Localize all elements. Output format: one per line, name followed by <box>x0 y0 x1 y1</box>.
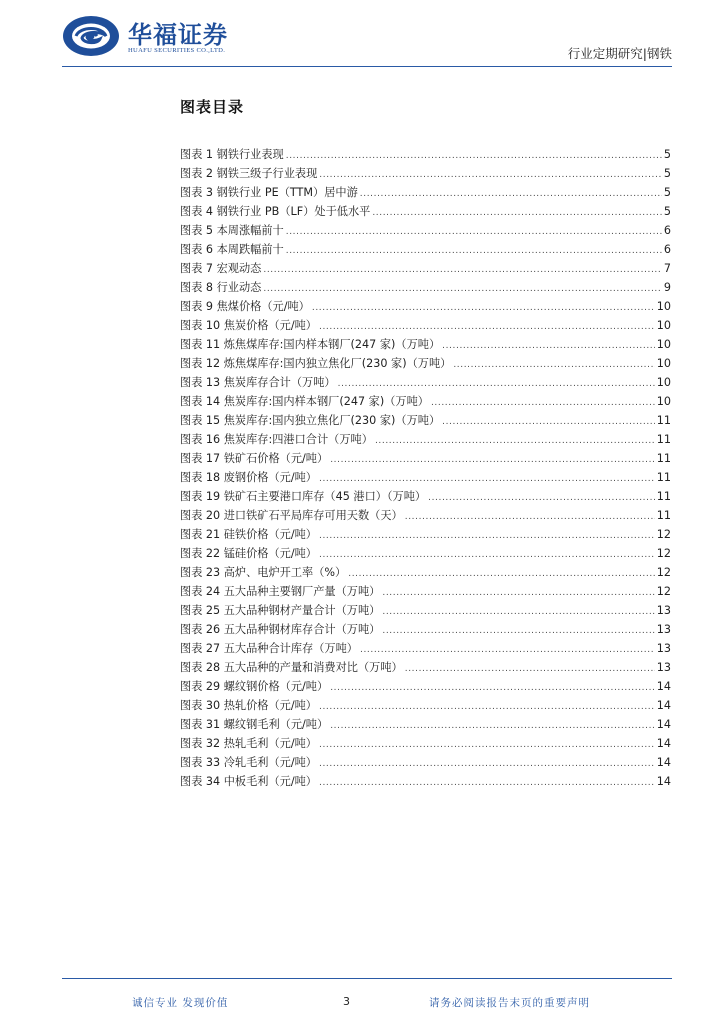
toc-entry-page: 13 <box>656 604 671 617</box>
toc-entry-page: 10 <box>656 357 671 370</box>
toc-title: 图表目录 <box>180 98 245 116</box>
toc-entry-page: 11 <box>656 490 671 503</box>
toc-entry[interactable] <box>180 716 671 735</box>
toc-entry-label: 图表 24 五大品种主要钢厂产量（万吨） <box>180 585 381 598</box>
toc-entry[interactable] <box>180 564 671 583</box>
toc-entry-label: 图表 17 铁矿石价格（元/吨） <box>180 452 329 465</box>
toc-dot-leader <box>319 474 655 484</box>
toc-entry-page: 10 <box>656 395 671 408</box>
toc-entry-label: 图表 5 本周涨幅前十 <box>180 224 284 237</box>
toc-dot-leader <box>405 664 655 674</box>
toc-entry[interactable] <box>180 260 671 279</box>
toc-entry[interactable] <box>180 431 671 450</box>
toc-dot-leader <box>330 455 655 465</box>
toc-entry[interactable] <box>180 374 671 393</box>
toc-dot-leader <box>360 645 655 655</box>
toc-dot-leader <box>286 151 662 161</box>
page-number: 3 <box>343 995 350 1008</box>
toc-entry-page: 14 <box>656 680 671 693</box>
toc-entry[interactable] <box>180 545 671 564</box>
toc-entry[interactable] <box>180 222 671 241</box>
toc-entry[interactable] <box>180 165 671 184</box>
toc-entry[interactable] <box>180 241 671 260</box>
toc-dot-leader <box>286 227 662 237</box>
toc-entry-page: 11 <box>656 509 671 522</box>
toc-entry-page: 5 <box>663 167 671 180</box>
toc-entry-label: 图表 33 冷轧毛利（元/吨） <box>180 756 317 769</box>
toc-entry-label: 图表 15 焦炭库存:国内独立焦化厂(230 家)（万吨） <box>180 414 441 427</box>
toc-dot-leader <box>319 322 655 332</box>
toc-dot-leader <box>319 702 655 712</box>
toc-dot-leader <box>382 588 654 598</box>
toc-dot-leader <box>263 265 662 275</box>
toc-entry-page: 14 <box>656 775 671 788</box>
toc-entry-page: 11 <box>656 433 671 446</box>
toc-entry-label: 图表 4 钢铁行业 PB（LF）处于低水平 <box>180 205 371 218</box>
toc-entry-page: 11 <box>656 414 671 427</box>
toc-entry[interactable] <box>180 203 671 222</box>
toc-dot-leader <box>319 531 655 541</box>
toc-entry[interactable] <box>180 640 671 659</box>
toc-dot-leader <box>330 721 655 731</box>
toc-entry-page: 10 <box>656 338 671 351</box>
toc-entry[interactable] <box>180 317 671 336</box>
toc-dot-leader <box>442 341 655 351</box>
toc-dot-leader <box>312 303 655 313</box>
toc-entry[interactable] <box>180 526 671 545</box>
report-section-label: 行业定期研究|钢铁 <box>567 46 672 61</box>
toc-entry-label: 图表 21 硅铁价格（元/吨） <box>180 528 317 541</box>
toc-entry-page: 14 <box>656 718 671 731</box>
toc-entry-label: 图表 22 锰硅价格（元/吨） <box>180 547 317 560</box>
toc-entry[interactable] <box>180 602 671 621</box>
toc-entry[interactable] <box>180 298 671 317</box>
toc-entry[interactable] <box>180 393 671 412</box>
toc-entry[interactable] <box>180 450 671 469</box>
toc-entry[interactable] <box>180 355 671 374</box>
toc-dot-leader <box>319 778 655 788</box>
toc-dot-leader <box>405 512 655 522</box>
toc-dot-leader <box>338 379 655 389</box>
toc-entry-page: 5 <box>663 205 671 218</box>
toc-entry-label: 图表 9 焦煤价格（元/吨） <box>180 300 310 313</box>
toc-entry[interactable] <box>180 583 671 602</box>
toc-entry-label: 图表 28 五大品种的产量和消费对比（万吨） <box>180 661 403 674</box>
huafu-logo-icon <box>62 14 120 58</box>
toc-dot-leader <box>319 170 662 180</box>
toc-entry-page: 12 <box>656 547 671 560</box>
toc-entry-label: 图表 30 热轧价格（元/吨） <box>180 699 317 712</box>
toc-entry-label: 图表 32 热轧毛利（元/吨） <box>180 737 317 750</box>
toc-dot-leader <box>319 740 655 750</box>
toc-entry-label: 图表 1 钢铁行业表现 <box>180 148 284 161</box>
company-logo <box>62 14 242 60</box>
footer-disclaimer-note: 请务必阅读报告末页的重要声明 <box>429 997 590 1009</box>
toc-entry[interactable] <box>180 336 671 355</box>
toc-entry[interactable] <box>180 621 671 640</box>
page-header <box>0 0 724 70</box>
toc-entry-label: 图表 7 宏观动态 <box>180 262 262 275</box>
toc-dot-leader <box>360 189 662 199</box>
toc-entry-label: 图表 31 螺纹钢毛利（元/吨） <box>180 718 329 731</box>
toc-entry-page: 5 <box>663 186 671 199</box>
logo-english-name: HUAFU SECURITIES CO.,LTD. <box>128 47 226 54</box>
toc-entry-label: 图表 11 炼焦煤库存:国内样本钢厂(247 家)（万吨） <box>180 338 441 351</box>
toc-entry[interactable] <box>180 412 671 431</box>
toc-dot-leader <box>382 607 654 617</box>
toc-entry[interactable] <box>180 697 671 716</box>
toc-entry-label: 图表 14 焦炭库存:国内样本钢厂(247 家)（万吨） <box>180 395 429 408</box>
toc-entry-page: 9 <box>663 281 671 294</box>
toc-entry[interactable] <box>180 735 671 754</box>
toc-entry-label: 图表 3 钢铁行业 PE（TTM）居中游 <box>180 186 358 199</box>
toc-entry[interactable] <box>180 469 671 488</box>
logo-chinese-name: 华福证券 <box>128 21 228 49</box>
toc-dot-leader <box>286 246 662 256</box>
footer-slogan: 诚信专业 发现价值 <box>132 997 229 1009</box>
toc-entry[interactable] <box>180 507 671 526</box>
footer-divider <box>62 978 672 979</box>
toc-dot-leader <box>453 360 654 370</box>
toc-entry-label: 图表 27 五大品种合计库存（万吨） <box>180 642 358 655</box>
toc-entry-page: 12 <box>656 528 671 541</box>
toc-dot-leader <box>431 398 655 408</box>
toc-entry-label: 图表 2 钢铁三级子行业表现 <box>180 167 318 180</box>
toc-dot-leader <box>375 436 655 446</box>
toc-entry-label: 图表 12 炼焦煤库存:国内独立焦化厂(230 家)（万吨） <box>180 357 452 370</box>
toc-entry-label: 图表 13 焦炭库存合计（万吨） <box>180 376 336 389</box>
toc-entry[interactable] <box>180 773 671 792</box>
toc-entry-label: 图表 16 焦炭库存:四港口合计（万吨） <box>180 433 373 446</box>
toc-entry-page: 13 <box>656 623 671 636</box>
toc-dot-leader <box>330 683 655 693</box>
toc-entry-label: 图表 23 高炉、电炉开工率（%） <box>180 566 347 579</box>
toc-entry-label: 图表 26 五大品种钢材库存合计（万吨） <box>180 623 381 636</box>
toc-entry[interactable] <box>180 279 671 298</box>
toc-entry-page: 11 <box>656 471 671 484</box>
toc-entry[interactable] <box>180 146 671 165</box>
toc-entry-label: 图表 34 中板毛利（元/吨） <box>180 775 317 788</box>
toc-entry-page: 12 <box>656 566 671 579</box>
toc-dot-leader <box>348 569 655 579</box>
toc-entry-page: 10 <box>656 319 671 332</box>
toc-dot-leader <box>372 208 662 218</box>
toc-entry-page: 10 <box>656 300 671 313</box>
toc-entry[interactable] <box>180 184 671 203</box>
header-divider <box>62 66 672 67</box>
toc-entry-page: 14 <box>656 756 671 769</box>
toc-entry-page: 14 <box>656 699 671 712</box>
toc-entry-label: 图表 20 进口铁矿石平局库存可用天数（天） <box>180 509 403 522</box>
toc-entry-page: 13 <box>656 661 671 674</box>
toc-entry-page: 10 <box>656 376 671 389</box>
toc-dot-leader <box>428 493 655 503</box>
toc-entry-label: 图表 6 本周跌幅前十 <box>180 243 284 256</box>
toc-entry-label: 图表 18 废钢价格（元/吨） <box>180 471 317 484</box>
toc-entry-page: 7 <box>663 262 671 275</box>
toc-entry-page: 12 <box>656 585 671 598</box>
toc-entry-label: 图表 8 行业动态 <box>180 281 262 294</box>
toc-dot-leader <box>319 550 655 560</box>
toc-dot-leader <box>319 759 655 769</box>
table-of-figures <box>180 146 671 792</box>
toc-entry-page: 6 <box>663 224 671 237</box>
toc-entry[interactable] <box>180 659 671 678</box>
toc-entry[interactable] <box>180 488 671 507</box>
toc-entry-page: 5 <box>663 148 671 161</box>
toc-entry-label: 图表 10 焦炭价格（元/吨） <box>180 319 317 332</box>
toc-entry-label: 图表 19 铁矿石主要港口库存（45 港口）（万吨） <box>180 490 427 503</box>
toc-dot-leader <box>263 284 662 294</box>
toc-entry-page: 14 <box>656 737 671 750</box>
toc-entry[interactable] <box>180 678 671 697</box>
toc-dot-leader <box>442 417 655 427</box>
toc-dot-leader <box>382 626 654 636</box>
toc-entry-page: 11 <box>656 452 671 465</box>
toc-entry-page: 6 <box>663 243 671 256</box>
toc-entry-page: 13 <box>656 642 671 655</box>
toc-entry[interactable] <box>180 754 671 773</box>
toc-entry-label: 图表 25 五大品种钢材产量合计（万吨） <box>180 604 381 617</box>
toc-entry-label: 图表 29 螺纹钢价格（元/吨） <box>180 680 329 693</box>
